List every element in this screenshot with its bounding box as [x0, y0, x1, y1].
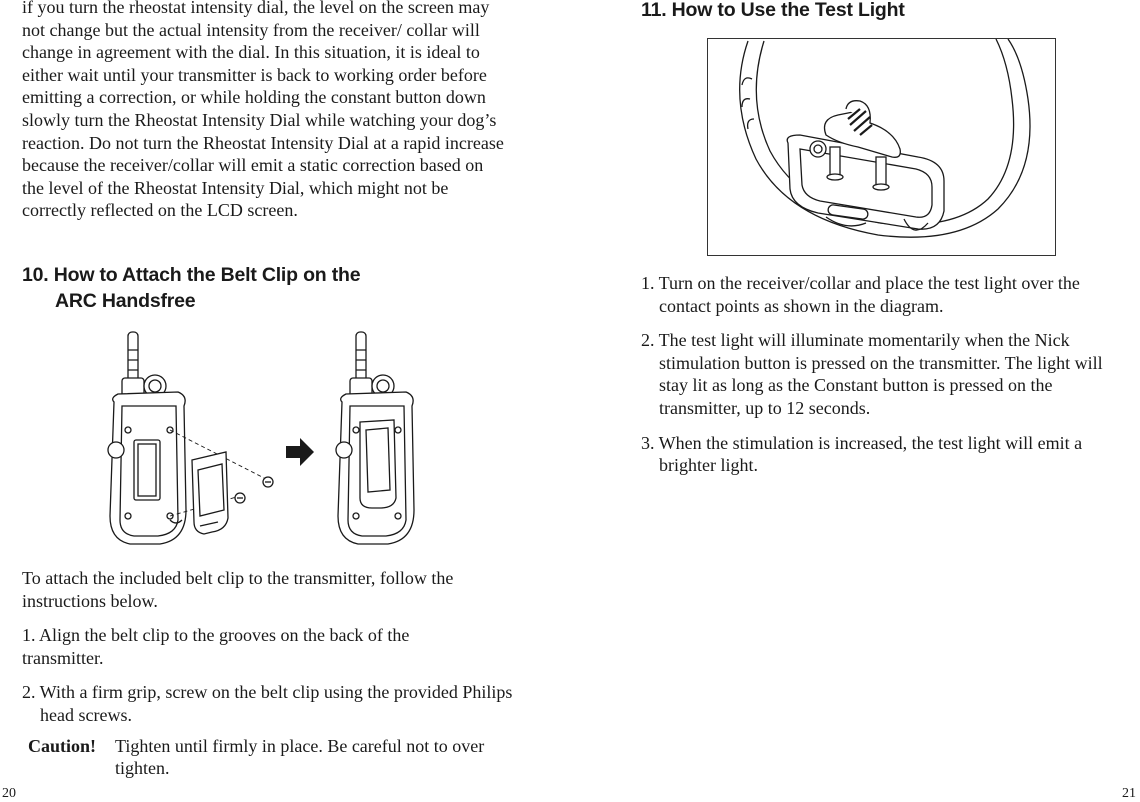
attach-step-2: 2. With a firm grip, screw on the belt clip using the provided Philips head screws.: [22, 682, 513, 725]
left-page: [22, 0, 504, 312]
section-10-title-line2: ARC Handsfree: [55, 290, 196, 312]
test-light-diagram-frame: [707, 38, 1056, 256]
section-10-heading: [22, 262, 492, 314]
caution-text: Tighten until firmly in place. Be careful not to over tighten.: [115, 736, 485, 778]
test-light-step-3: 3. When the stimulation is increased, the test light will emit a brighter light.: [641, 432, 1083, 476]
right-page-steps: [641, 272, 1117, 477]
section-11-heading: [641, 0, 1115, 23]
test-light-step-2: 2. The test light will illuminate momentarily when the Nick stimulation button is pressed on the transmitter. The light will stay lit as long as the Constant button is pressed on the transmitter, up to 12 seconds.: [641, 330, 1103, 418]
right-page-number: 21: [1122, 786, 1136, 801]
test-light-step-1: 1. Turn on the receiver/collar and place the test light over the contact points as shown in the diagram.: [641, 273, 1080, 316]
attach-intro-paragraph: To attach the included belt clip to the transmitter, follow the instructions below.: [22, 568, 454, 611]
transmitter-with-clip-illustration: [336, 332, 414, 544]
caution-label: Caution!: [28, 736, 97, 756]
screw-illustration: [235, 477, 273, 503]
intro-paragraph: if you turn the rheostat intensity dial, the level on the screen may not change but the actual intensity from the receiver/ collar will change in agreement with the dial. In this situation, it is ideal to either wait until your transmitter is back to working order before emitting a correction, or while holding the constant button down slowly turn the Rheostat Intensity Dial while watching your dog’s reaction. Do not turn the Rheostat Intensity Dial at a rapid increase because the receiver/collar will emit a static correction based on the level of the Rheostat Intensity Dial, which might not be correctly reflected on the LCD screen.: [22, 0, 504, 221]
left-page-number: 20: [2, 786, 16, 801]
attach-step-1: 1. Align the belt clip to the grooves on the back of the transmitter.: [22, 625, 410, 668]
caution-note: [28, 735, 498, 781]
left-page-bottom: [22, 567, 513, 778]
transmitter-back-illustration: [108, 332, 186, 544]
belt-clip-illustration: [192, 452, 228, 534]
section-11-number: 11.: [641, 0, 667, 21]
belt-clip-diagram: [100, 330, 420, 550]
section-11-title: How to Use the Test Light: [671, 0, 905, 21]
test-light-diagram: [708, 39, 1055, 255]
section-10-title-line1: How to Attach the Belt Clip on the: [53, 264, 361, 286]
section-10-number: 10.: [22, 264, 49, 286]
arrow-right-icon: [286, 438, 314, 466]
